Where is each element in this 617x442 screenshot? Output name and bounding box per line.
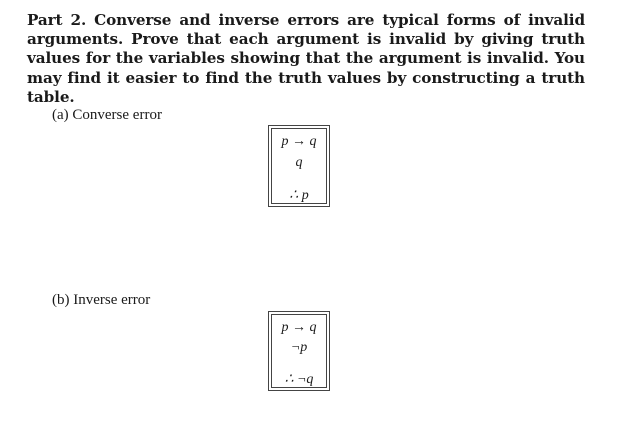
part-b-label: (b) Inverse error bbox=[52, 292, 151, 308]
part-a-label: (a) Converse error bbox=[52, 107, 162, 123]
conclusion: ∴ ¬q bbox=[284, 372, 314, 387]
premise-1: p → q bbox=[281, 134, 317, 149]
premise-1: p → q bbox=[281, 320, 317, 335]
problem-intro: Part 2. Converse and inverse errors are typical forms of invalid arguments. Prove that each argument is invalid by giving truth values for the variables showing that the argument is invalid. You may find it easier to find the truth values by constructing a truth table. bbox=[27, 11, 585, 106]
premise-2: q bbox=[295, 155, 303, 170]
converse-error-argument-box bbox=[268, 125, 330, 207]
conclusion: ∴ p bbox=[289, 188, 309, 203]
inverse-error-argument-box bbox=[268, 311, 330, 391]
premise-2: ¬p bbox=[290, 340, 308, 355]
